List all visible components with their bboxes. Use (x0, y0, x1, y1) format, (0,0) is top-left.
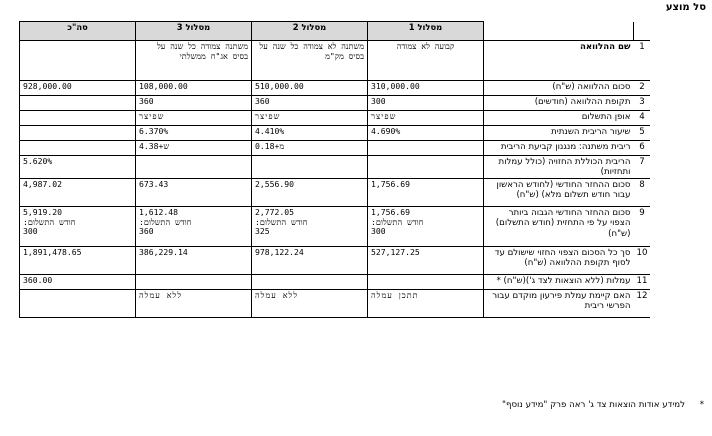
route-2-value: 4.410% (252, 126, 368, 141)
route-3-value (136, 156, 252, 179)
row-number: 6 (634, 141, 651, 156)
table-row (20, 156, 651, 179)
route-3-value (136, 275, 252, 290)
total-value: 4,987.02 (20, 179, 136, 207)
footnote (0, 400, 704, 410)
row-number: 7 (634, 156, 651, 179)
route-1-value: 300 (368, 96, 484, 111)
header-route-2: מסלול 2 (252, 22, 368, 41)
route-2-value: מ+0.18 (252, 141, 368, 156)
route-2-value: שפיצר (252, 111, 368, 126)
table-row (20, 126, 651, 141)
row-label: סכום ההחזר החודשי הגבוה ביותר הצפוי על פי התחזית (חודש התשלום) (ש"ח) (484, 207, 634, 247)
total-value: 1,891,478.65 (20, 247, 136, 275)
total-value (20, 41, 136, 81)
row-number: 2 (634, 81, 651, 96)
route-1-value (368, 156, 484, 179)
table-row (20, 179, 651, 207)
route-3-value: 108,000.00 (136, 81, 252, 96)
row-number: 12 (634, 290, 651, 318)
route-3-value: 386,229.14 (136, 247, 252, 275)
route-2-value (252, 275, 368, 290)
row-number: 8 (634, 179, 651, 207)
header-total: סה"כ (20, 22, 136, 41)
row-label: תקופת ההלוואה (חודשים) (484, 96, 634, 111)
row-number: 1 (634, 41, 651, 81)
total-peak-amount: 5,919.20 (23, 207, 62, 218)
footnote-text: למידע אודות הוצאות צד ג' ראה פרק "מידע נוסף" (502, 400, 685, 410)
mortgage-table (19, 21, 650, 318)
table-row (20, 275, 651, 290)
route-3-value: 360 (136, 96, 252, 111)
row-label: עמלות (ללא הוצאות לצד ג')(ש"ח) * (484, 275, 634, 290)
route-1-value (368, 207, 484, 247)
total-value: 360.00 (20, 275, 136, 290)
route-2-value (252, 207, 368, 247)
route-3-value: 673.43 (136, 179, 252, 207)
route-2-peak-month-label: חודש התשלום: (255, 216, 308, 227)
route-1-value: 527,127.25 (368, 247, 484, 275)
header-blank-label (484, 22, 634, 41)
route-1-value (368, 141, 484, 156)
route-2-value: ללא עמלה (252, 290, 368, 318)
row-number: 4 (634, 111, 651, 126)
total-value (20, 290, 136, 318)
route-1-peak-amount: 1,756.69 (371, 207, 410, 218)
footnote-star: * (699, 400, 704, 410)
table-row (20, 207, 651, 247)
header-route-3: מסלול 3 (136, 22, 252, 41)
header-blank-num (634, 22, 651, 41)
table-row (20, 141, 651, 156)
total-peak-month: 300 (23, 226, 38, 237)
total-peak-month-label: חודש התשלום: (23, 216, 76, 227)
row-number: 9 (634, 207, 651, 247)
page-title: סל מוצע (665, 2, 706, 13)
route-1-value: 1,756.69 (368, 179, 484, 207)
route-2-peak-month: 325 (255, 226, 270, 237)
total-value (20, 141, 136, 156)
route-3-value: משתנה צמודה כל שנה על בסיס אג"ח ממשלתי (136, 41, 252, 81)
row-number: 3 (634, 96, 651, 111)
total-value: 5.620% (20, 156, 136, 179)
row-label: שם ההלוואה (484, 41, 634, 81)
route-1-value (368, 275, 484, 290)
row-label: סכום ההלוואה (ש"ח) (484, 81, 634, 96)
row-number: 10 (634, 247, 651, 275)
total-value: 928,000.00 (20, 81, 136, 96)
route-2-value (252, 156, 368, 179)
table-row (20, 247, 651, 275)
total-value (20, 126, 136, 141)
route-2-value: 978,122.24 (252, 247, 368, 275)
route-2-value: 2,556.90 (252, 179, 368, 207)
table-row (20, 96, 651, 111)
total-value (20, 111, 136, 126)
route-3-value: ש+4.38 (136, 141, 252, 156)
header-route-1: מסלול 1 (368, 22, 484, 41)
route-3-value: שפיצר (136, 111, 252, 126)
route-2-value: 360 (252, 96, 368, 111)
route-3-value (136, 207, 252, 247)
route-1-value: 4.690% (368, 126, 484, 141)
row-label: הריבית הכוללת החזויה (כולל עמלות ותחזיות) (484, 156, 634, 179)
route-2-value: 510,000.00 (252, 81, 368, 96)
row-label: האם קיימת עמלת פירעון מוקדם עבור הפרשי ריבית (484, 290, 634, 318)
table-row (20, 41, 651, 81)
row-label: שיעור הריבית השנתית (484, 126, 634, 141)
route-1-peak-month-label: חודש התשלום: (371, 216, 424, 227)
route-1-value: 310,000.00 (368, 81, 484, 96)
route-3-peak-month: 360 (139, 226, 154, 237)
table-row (20, 111, 651, 126)
route-3-peak-amount: 1,612.48 (139, 207, 178, 218)
route-1-peak-month: 300 (371, 226, 386, 237)
row-number: 5 (634, 126, 651, 141)
route-1-value: קבועה לא צמודה (368, 41, 484, 81)
row-label: ריבית משתנה: מנגנון קביעת הריבית (484, 141, 634, 156)
route-3-value: 6.370% (136, 126, 252, 141)
table-row (20, 81, 651, 96)
row-label: אופן התשלום (484, 111, 634, 126)
row-label: סך כל הסכום הצפוי החזוי שישולם עד לסוף תקופת ההלוואה (ש"ח) (484, 247, 634, 275)
route-1-value: תתכן עמלה (368, 290, 484, 318)
route-2-value: משתנה לא צמודה כל שנה על בסיס מק"מ (252, 41, 368, 81)
total-value (20, 96, 136, 111)
route-1-value: שפיצר (368, 111, 484, 126)
total-value (20, 207, 136, 247)
route-3-value: ללא עמלה (136, 290, 252, 318)
row-number: 11 (634, 275, 651, 290)
route-3-peak-month-label: חודש התשלום: (139, 216, 192, 227)
route-2-peak-amount: 2,772.05 (255, 207, 294, 218)
row-label: סכום ההחזר החודשי (לחודש הראשון עבור חודש תשלום מלא) (ש"ח) (484, 179, 634, 207)
table-row (20, 290, 651, 318)
